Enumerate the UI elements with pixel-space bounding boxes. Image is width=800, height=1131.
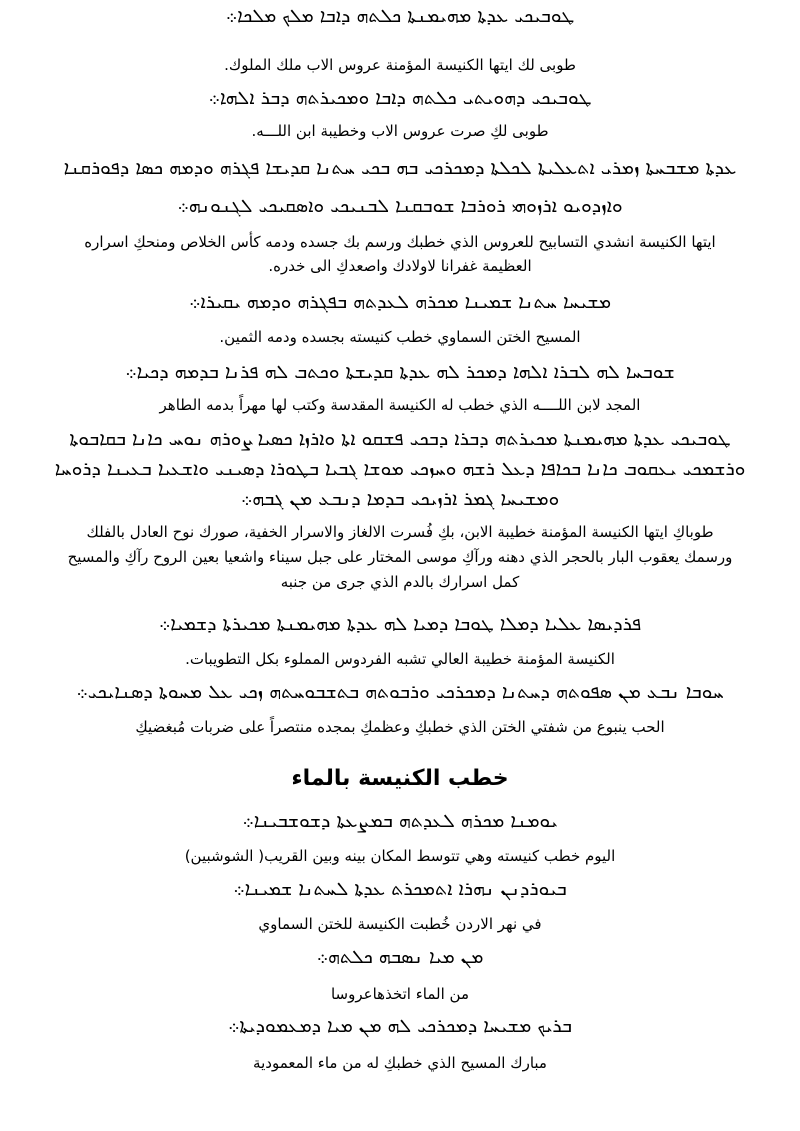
arabic-line: من الماء اتخذهاعروسا: [330, 985, 469, 1003]
syriac-line: ܘܪܫܡܟܝ ܝܥܩܘܒ ܟܐܢܐ ܒܟܐܦܐ ܕܥܠ ܪܫܗ ܘܚܙܟܝ ܡܘܫܐ ܓܒܝܐ ܒܛܘܪܐ ܕܣܝܢܝ ܘܐܫܥܝܐ ܒܥܝܢܐ ܕܪܘܚܐ: [54, 458, 746, 480]
arabic-line: اليوم خطب كنيسته وهي تتوسط المكان بينه وبين القريب( الشوشبين): [184, 847, 616, 865]
syriac-line: ܫܘܒܚܐ ܠܗ ܠܒܪܐ ܐܠܗܐ ܕܡܟܪ ܠܗ ܥܕܬܐ ܩܕܝܫܬܐ ܘܟܬܒ ܠܗ ܦܪܢܐ ܒܕܡܗ ܕܟܝܐ܀: [125, 361, 675, 383]
arabic-line: المجد لابن اللــــه الذي خطب له الكنيسة المقدسة وكتب لها مهراً بدمه الطاهر: [159, 396, 641, 414]
syriac-line: ܒܪܝܟ ܡܫܝܚܐ ܕܡܟܪܟܝ ܠܗ ܡܢ ܡܝܐ ܕܡܥܡܘܕܝܬܐ܀: [227, 1015, 573, 1037]
arabic-line: مبارك المسيح الذي خطبكِ له من ماء المعمودية: [253, 1054, 547, 1072]
arabic-line: ايتها الكنيسة انشدي التسابيح للعروس الذي خطبك ورسم بك جسده ودمه كأس الخلاص ومنحكِ اسراره: [84, 233, 716, 251]
syriac-line: ܛܘܒܝܟܝ ܥܕܬܐ ܡܗܝܡܢܬܐ ܟܠܬܗ ܕܐܒܐ ܡܠܟ ܡܠܟܐ܀: [225, 5, 575, 27]
syriac-line: ܘܡܫܝܚܐ ܓܡܪ ܐܪܙܝܟܝ ܒܕܡܐ ܕܢܒܥ ܡܢ ܓܒܗ܀: [240, 488, 560, 510]
syriac-line: ܡܫܝܚܐ ܚܬܢܐ ܫܡܝܢܐ ܡܟܪܗ ܠܥܕܬܗ ܒܦܓܪܗ ܘܕܡܗ ܝܩܝܪܐ܀: [188, 291, 612, 313]
arabic-line: الحب ينبوع من شفتي الختن الذي خطبكِ وعظمكِ بمجده منتصراً على ضربات مُبغضيكِ: [135, 718, 665, 736]
arabic-line: طوبى لك ايتها الكنيسة المؤمنة عروس الاب ملك الملوك.: [224, 56, 576, 74]
syriac-line: ܛܘܒܝܟܝ ܥܕܬܐ ܡܗܝܡܢܬܐ ܡܟܝܪܬܗ ܕܒܪܐ ܕܒܟܝ ܦܫܩܘ ܐܬܐ ܘܐܪܙܐ ܟܣܝܐ ܨܘܪܗ ܢܘܚ ܟܐܢܐ ܒܩܐܒܘܬܐ: [69, 428, 731, 450]
syriac-line: ܥܕܬܐ ܡܫܒܚܬܐ ܙܡܪܝ ܐܬܥܠܝܬܐ ܠܟܠܬܐ ܕܡܟܪܟܝ ܒܗ ܒܟܝ ܚܬܢܐ ܩܕܝܫܐ ܦܓܪܗ ܘܕܡܗ ܟܣܐ ܕܦܘܪܩܢܐ: [63, 157, 737, 179]
arabic-line: في نهر الاردن خُطبت الكنيسة للختن السماوي: [258, 915, 542, 933]
syriac-line: ܚܘܒܐ ܢܒܥ ܡܢ ܣܦܘܬܗ ܕܚܬܢܐ ܕܡܟܪܟܝ ܘܪܒܘܬܗ ܒܬܫܒܘܚܬܗ ܙܟܝ ܥܠ ܡܚܘܬܐ ܕܣܢܐܝܟܝ܀: [76, 681, 724, 703]
syriac-line: ܛܘܒܝܟܝ ܕܗܘܝܬܝ ܟܠܬܗ ܕܐܒܐ ܘܡܟܝܪܬܗ ܕܒܪ ܐܠܗܐ܀: [208, 87, 592, 109]
arabic-line: طوباكِ ايتها الكنيسة المؤمنة خطيبة الابن، بكِ فُسرت الالغاز والاسرار الخفية، صورك نوح العادل بالفلك: [86, 523, 714, 541]
arabic-line: طوبى لكِ صرت عروس الاب وخطيبة ابن اللـــه.: [251, 122, 549, 140]
arabic-line: ورسمك يعقوب البار بالحجر الذي دهنه ورآكِ موسى المختار على جبل سيناء واشعيا بعين الروح رآكِ والمسيح: [67, 548, 733, 566]
syriac-line: ܡܢ ܡܝܐ ܢܣܒܗ ܟܠܬܗ܀: [316, 946, 484, 968]
arabic-line: العظيمة غفرانا لاولادك واصعدكِ الى خدره.: [268, 257, 532, 275]
syriac-line: ܦܪܕܝܣܐ ܥܠܝܐ ܕܡܠܐ ܛܘܒܐ ܕܡܝܐ ܠܗ ܥܕܬܐ ܡܗܝܡܢܬܐ ܡܟܝܪܬܐ ܕܫܡܝܐ܀: [158, 613, 642, 635]
arabic-line: الكنيسة المؤمنة خطيبة العالي تشبه الفردوس المملوء بكل التطويبات.: [185, 650, 615, 668]
syriac-line: ܝܘܡܢܐ ܡܟܪܗ ܠܥܕܬܗ ܒܡܨܥܬܐ ܕܫܘܫܒܝܢܐ܀: [242, 810, 558, 832]
arabic-line: كمل اسرارك بالدم الذي جرى من جنبه: [280, 573, 520, 591]
arabic-line: المسيح الختن السماوي خطب كنيسته بجسده ودمه الثمين.: [219, 328, 581, 346]
syriac-line: ܘܐܙܕܘܝܘ ܐܪܙܘܗܝ ܪܘܪܒܐ ܫܘܒܩܢܐ ܠܒܢܝܟܝ ܘܐܣܩܝܟܝ ܠܓܢܘܢܗ܀: [177, 195, 623, 217]
section-heading: خطب الكنيسة بالماء: [291, 766, 509, 791]
syriac-line: ܒܝܘܪܕܢܢ ܢܗܪܐ ܐܬܡܟܪܬ ܥܕܬܐ ܠܚܬܢܐ ܫܡܝܢܐ܀: [233, 878, 567, 900]
